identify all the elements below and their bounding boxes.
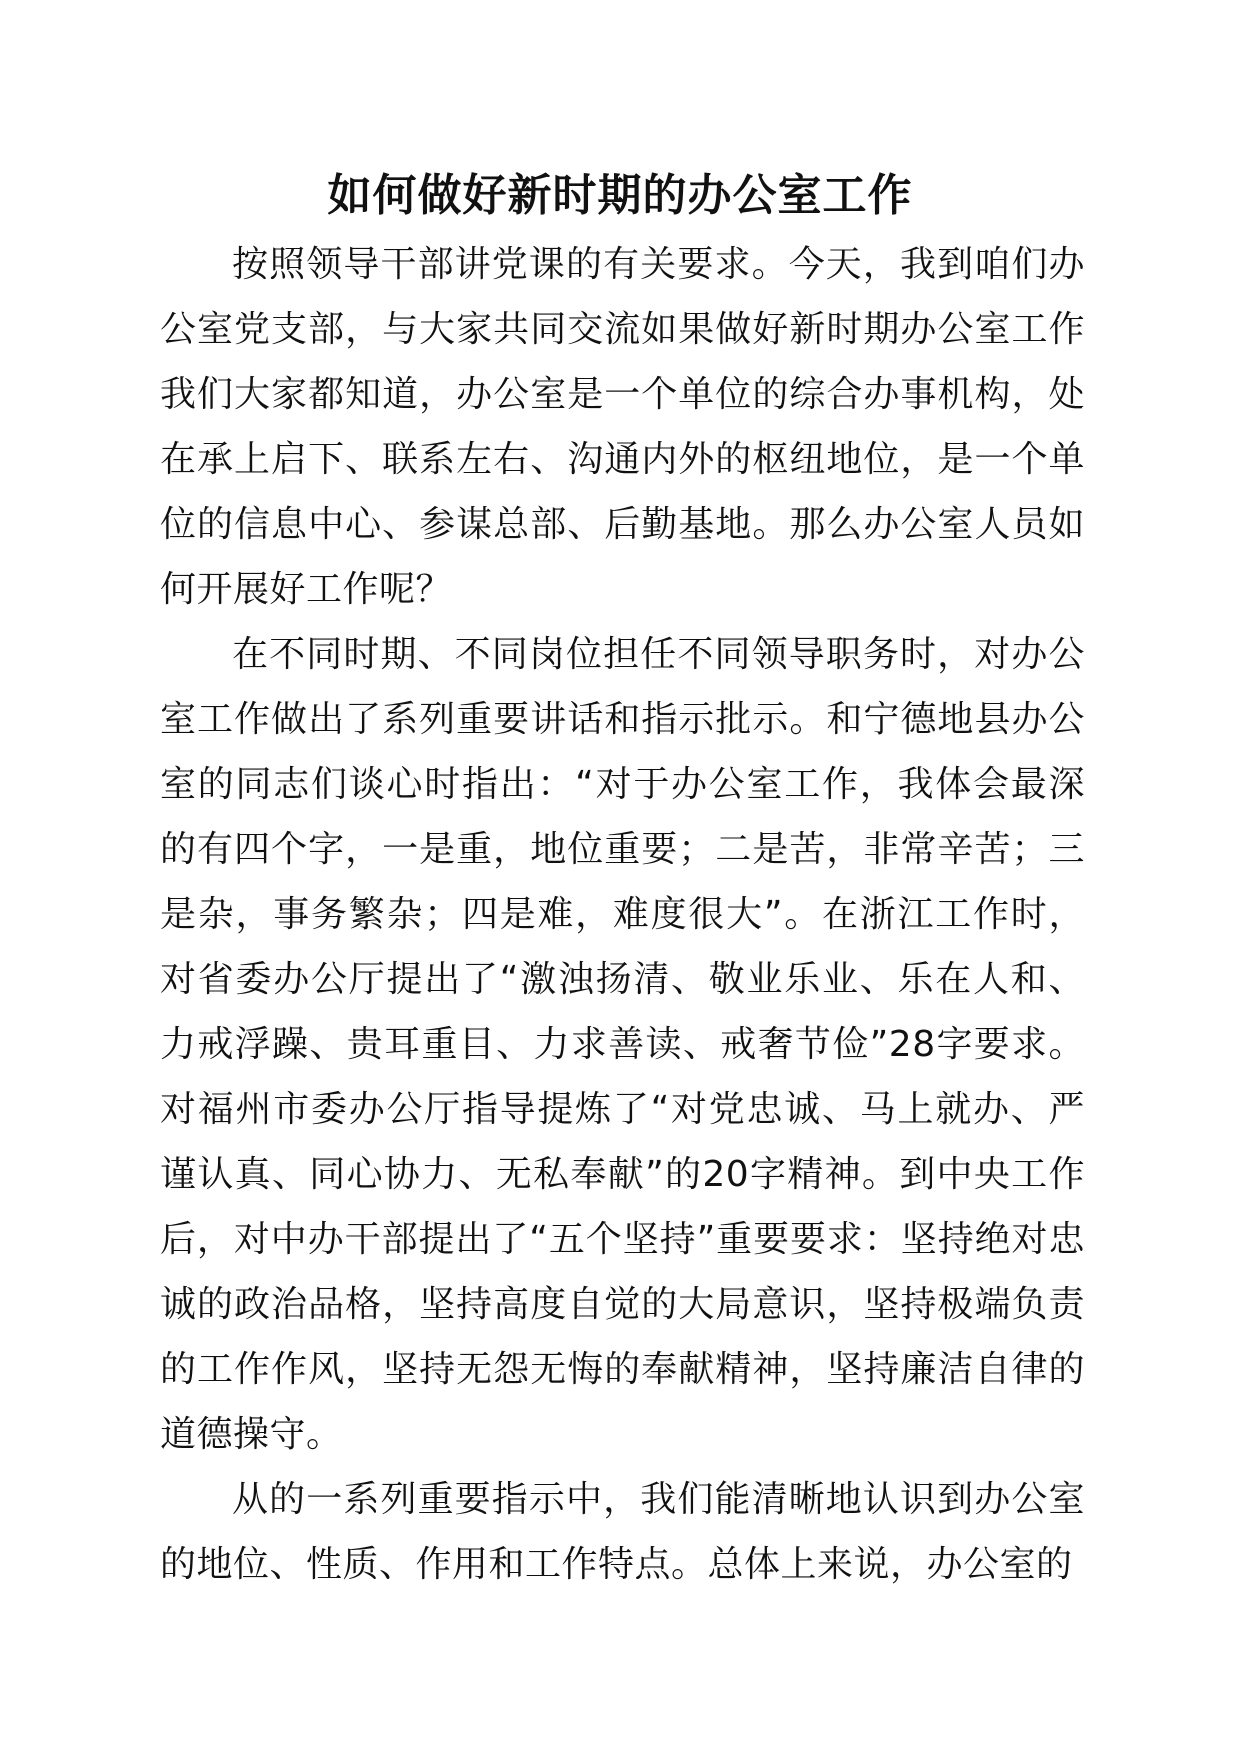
document-title: 如何做好新时期的办公室工作	[327, 170, 913, 221]
document-body	[160, 232, 1085, 1597]
paragraph-3: 从的一系列重要指示中，我们能清晰地认识到办公室的地位、性质、作用和工作特点。总体上来说，办公室的	[160, 1479, 1085, 1585]
paragraph-2: 在不同时期、不同岗位担任不同领导职务时，对办公室工作做出了系列重要讲话和指示批示。和宁德地县办公室的同志们谈心时指出：“对于办公室工作，我体会最深的有四个字，一是重，地位重要；二是苦，非常辛苦；三是杂，事务繁杂；四是难，难度很大”。在浙江工作时，对省委办公厅提出了“激浊扬清、敬业乐业、乐在人和、力戒浮躁、贵耳重目、力求善读、戒奢节俭”28字要求。对福州市委办公厅指导提炼了“对党忠诚、马上就办、严谨认真、同心协力、无私奉献”的20字精神。到中央工作后，对中办干部提出了“五个坚持”重要要求：坚持绝对忠诚的政治品格，坚持高度自觉的大局意识，坚持极端负责的工作作风，坚持无怨无悔的奉献精神，坚持廉洁自律的道德操守。	[160, 634, 1085, 1455]
paragraph-1: 按照领导干部讲党课的有关要求。今天，我到咱们办公室党支部，与大家共同交流如果做好新时期办公室工作我们大家都知道，办公室是一个单位的综合办事机构，处在承上启下、联系左右、沟通内外的枢纽地位，是一个单位的信息中心、参谋总部、后勤基地。那么办公室人员如何开展好工作呢？	[160, 244, 1085, 610]
